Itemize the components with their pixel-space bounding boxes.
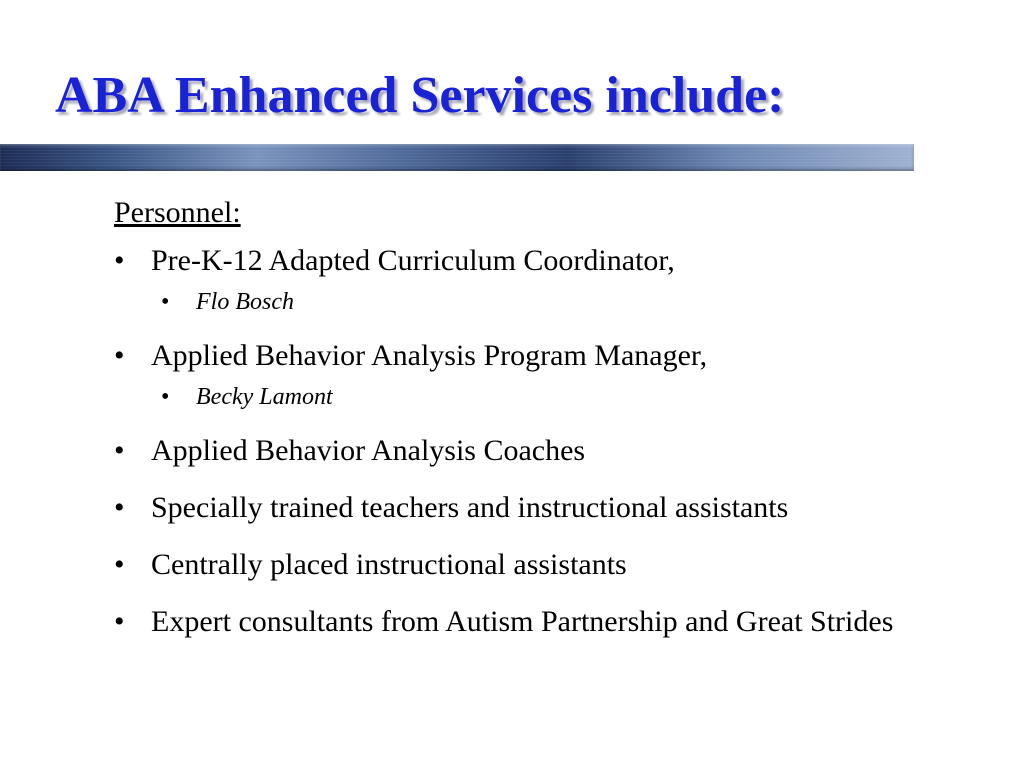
sub-list-item	[161, 287, 1014, 317]
list-item-text: Pre-K-12 Adapted Curriculum Coordinator,	[151, 244, 675, 277]
bullet-icon: •	[114, 548, 125, 581]
bullet-icon: •	[114, 339, 125, 372]
bullet-icon: •	[114, 434, 125, 467]
list-item-text: Applied Behavior Analysis Program Manager,	[151, 339, 708, 372]
list-item-text: Expert consultants from Autism Partnership and Great Strides	[151, 605, 894, 638]
list-item-text: Centrally placed instructional assistants	[151, 548, 627, 581]
sub-list-item-text: Flo Bosch	[196, 289, 294, 315]
list-item	[114, 490, 1014, 526]
list-item	[114, 547, 1014, 583]
list-item-text: Applied Behavior Analysis Coaches	[151, 434, 586, 467]
slide-title: ABA Enhanced Services include:	[55, 67, 785, 124]
bullet-icon: •	[114, 491, 125, 524]
bullet-icon: •	[161, 384, 170, 410]
bullet-icon: •	[114, 605, 125, 638]
sub-list-item	[161, 382, 1014, 412]
list-item-text: Specially trained teachers and instructional assistants	[151, 491, 789, 524]
list-item	[114, 338, 1014, 374]
section-heading: Personnel:	[114, 196, 241, 229]
list-item	[114, 433, 1014, 469]
sub-list-item-text: Becky Lamont	[196, 384, 333, 410]
list-item	[114, 604, 1014, 640]
list-item	[114, 243, 1014, 279]
bullet-icon: •	[161, 289, 170, 315]
slide-body	[114, 195, 1014, 661]
bullet-icon: •	[114, 244, 125, 277]
title-divider-bar	[0, 144, 914, 171]
bullet-list	[114, 243, 1014, 640]
